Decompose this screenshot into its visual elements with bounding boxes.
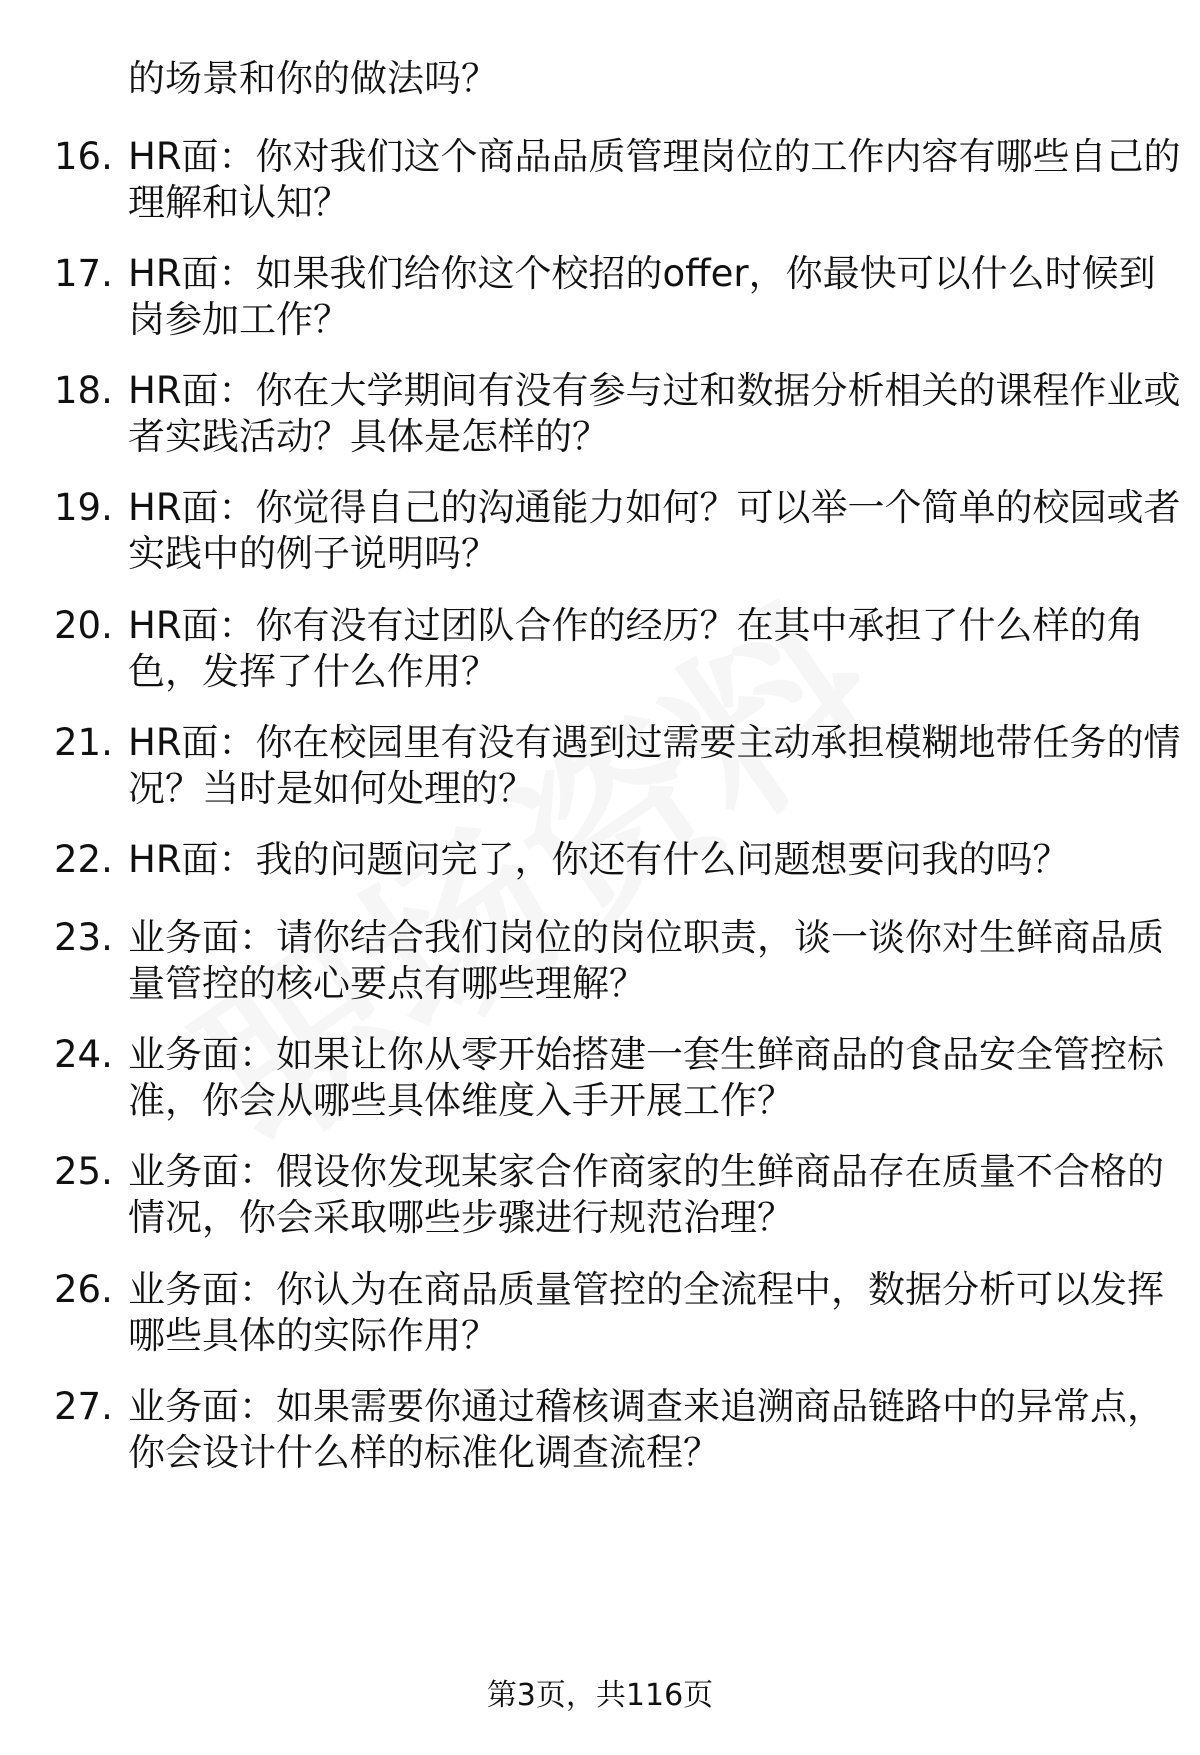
question-text-line2: 哪些具体的实际作用？ bbox=[128, 1314, 498, 1357]
question-text-line2: 情况，你会采取哪些步骤进行规范治理？ bbox=[128, 1196, 794, 1239]
question-text-line1: 业务面：请你结合我们岗位的岗位职责，谈一谈你对生鲜商品质 bbox=[128, 916, 1164, 959]
question-number: 23. bbox=[54, 916, 113, 959]
question-text-line1: 业务面：假设你发现某家合作商家的生鲜商品存在质量不合格的 bbox=[128, 1150, 1164, 1193]
question-number: 24. bbox=[54, 1033, 113, 1076]
question-number: 20. bbox=[54, 604, 113, 647]
question-text-line1: HR面：如果我们给你这个校招的offer，你最快可以什么时候到 bbox=[128, 252, 1156, 295]
page-footer: 第3页，共116页 bbox=[486, 1678, 714, 1713]
question-text-line2: 理解和认知？ bbox=[128, 181, 350, 224]
question-number: 16. bbox=[54, 135, 113, 178]
question-text-line2: 者实践活动？具体是怎样的？ bbox=[128, 415, 609, 458]
question-text-line2: 你会设计什么样的标准化调查流程？ bbox=[128, 1431, 720, 1474]
question-text-line1: HR面：你在校园里有没有遇到过需要主动承担模糊地带任务的情 bbox=[128, 721, 1181, 764]
question-number: 22. bbox=[54, 838, 113, 881]
question-number: 21. bbox=[54, 721, 113, 764]
question-number: 17. bbox=[54, 252, 113, 295]
question-text-line1: HR面：你觉得自己的沟通能力如何？可以举一个简单的校园或者 bbox=[128, 486, 1181, 529]
question-number: 26. bbox=[54, 1268, 113, 1311]
question-number: 27. bbox=[54, 1385, 113, 1428]
question-text-line1: HR面：你有没有过团队合作的经历？在其中承担了什么样的角 bbox=[128, 604, 1144, 647]
question-text-line1: 业务面：如果需要你通过稽核调查来追溯商品链路中的异常点， bbox=[128, 1385, 1164, 1428]
question-text-line2: 准，你会从哪些具体维度入手开展工作？ bbox=[128, 1079, 794, 1122]
question-text-line1: HR面：你对我们这个商品品质管理岗位的工作内容有哪些自己的 bbox=[128, 135, 1181, 178]
question-text-line2: 色，发挥了什么作用？ bbox=[128, 650, 498, 693]
question-number: 25. bbox=[54, 1150, 113, 1193]
continuation-line: 的场景和你的做法吗？ bbox=[128, 57, 498, 100]
question-text-line1: HR面：我的问题问完了，你还有什么问题想要问我的吗？ bbox=[128, 838, 1070, 881]
question-text-line2: 岗参加工作？ bbox=[128, 298, 350, 341]
question-text-line1: 业务面：如果让你从零开始搭建一套生鲜商品的食品安全管控标 bbox=[128, 1033, 1164, 1076]
question-text-line1: HR面：你在大学期间有没有参与过和数据分析相关的课程作业或 bbox=[128, 369, 1181, 412]
question-number: 18. bbox=[54, 369, 113, 412]
question-text-line2: 实践中的例子说明吗？ bbox=[128, 532, 498, 575]
question-text-line2: 况？当时是如何处理的？ bbox=[128, 767, 535, 810]
question-text-line2: 量管控的核心要点有哪些理解？ bbox=[128, 962, 646, 1005]
question-number: 19. bbox=[54, 486, 113, 529]
question-text-line1: 业务面：你认为在商品质量管控的全流程中，数据分析可以发挥 bbox=[128, 1268, 1164, 1311]
